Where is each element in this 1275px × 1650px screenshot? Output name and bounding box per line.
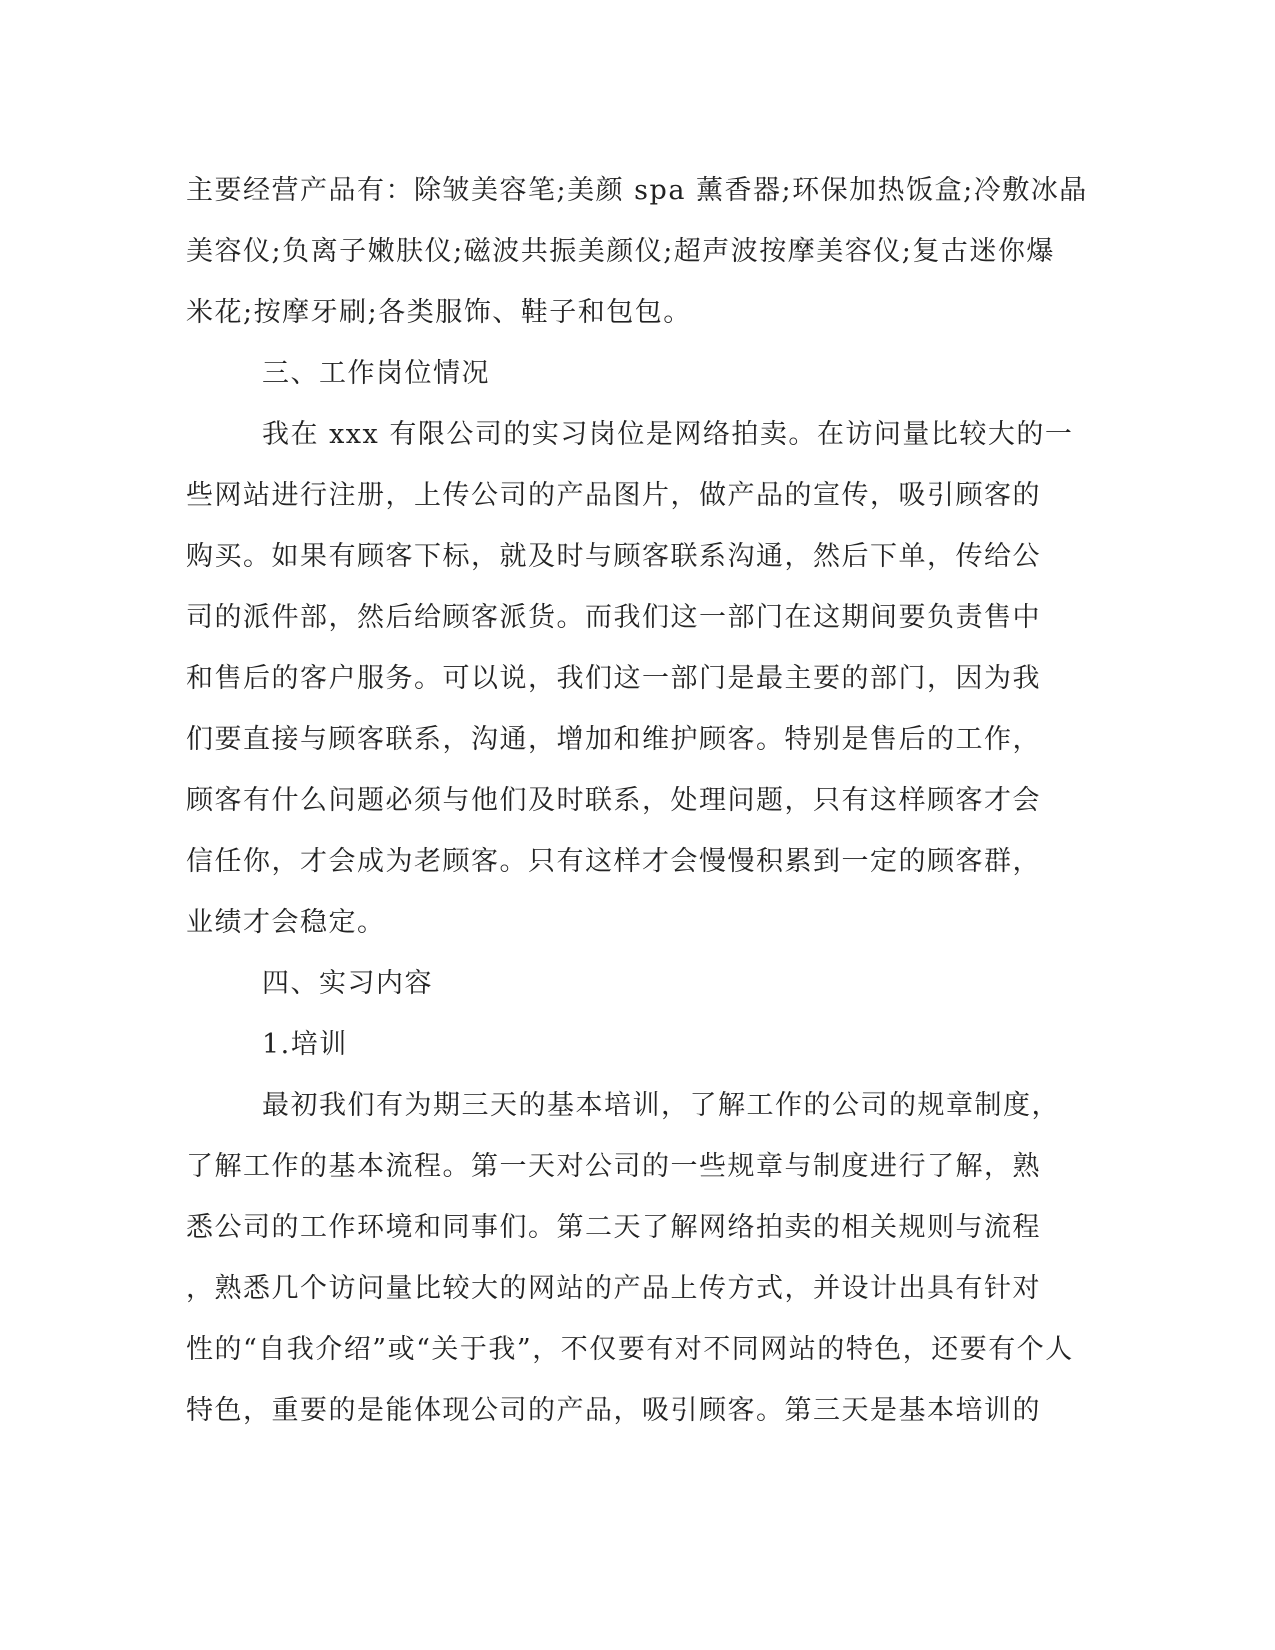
body-text-line: 特色，重要的是能体现公司的产品，吸引顾客。第三天是基本培训的 — [186, 1395, 1041, 1426]
body-text-line: 主要经营产品有：除皱美容笔;美颜 spa 薰香器;环保加热饭盒;冷敷冰晶 — [186, 175, 1088, 206]
subsection-heading-training: 1.培训 — [262, 1029, 348, 1060]
body-text-line: 顾客有什么问题必须与他们及时联系，处理问题，只有这样顾客才会 — [186, 785, 1041, 816]
body-text-line: 们要直接与顾客联系，沟通，增加和维护顾客。特别是售后的工作， — [186, 724, 1041, 755]
body-text-line: 性的“自我介绍”或“关于我”，不仅要有对不同网站的特色，还要有个人 — [186, 1334, 1074, 1365]
body-text-line: 购买。如果有顾客下标，就及时与顾客联系沟通，然后下单，传给公 — [186, 541, 1041, 572]
body-text-line: 了解工作的基本流程。第一天对公司的一些规章与制度进行了解，熟 — [186, 1151, 1041, 1182]
body-text-line: 业绩才会稳定。 — [186, 907, 386, 938]
body-text-line: 信任你，才会成为老顾客。只有这样才会慢慢积累到一定的顾客群， — [186, 846, 1041, 877]
section-heading-internship-content: 四、实习内容 — [262, 968, 433, 999]
section-heading-work-position: 三、工作岗位情况 — [262, 358, 490, 389]
document-body — [186, 160, 1088, 1441]
body-text-line: 悉公司的工作环境和同事们。第二天了解网络拍卖的相关规则与流程 — [186, 1212, 1041, 1243]
body-text-line: 最初我们有为期三天的基本培训，了解工作的公司的规章制度， — [262, 1090, 1060, 1121]
body-text-line: 司的派件部，然后给顾客派货。而我们这一部门在这期间要负责售中 — [186, 602, 1041, 633]
body-text-line: 美容仪;负离子嫩肤仪;磁波共振美颜仪;超声波按摩美容仪;复古迷你爆 — [186, 236, 1055, 267]
body-text-line: 米花;按摩牙刷;各类服饰、鞋子和包包。 — [186, 297, 692, 328]
body-text-line: 我在 xxx 有限公司的实习岗位是网络拍卖。在访问量比较大的一 — [262, 419, 1074, 450]
body-text-line: ，熟悉几个访问量比较大的网站的产品上传方式，并设计出具有针对 — [186, 1273, 1041, 1304]
body-text-line: 些网站进行注册，上传公司的产品图片，做产品的宣传，吸引顾客的 — [186, 480, 1041, 511]
body-text-line: 和售后的客户服务。可以说，我们这一部门是最主要的部门，因为我 — [186, 663, 1041, 694]
